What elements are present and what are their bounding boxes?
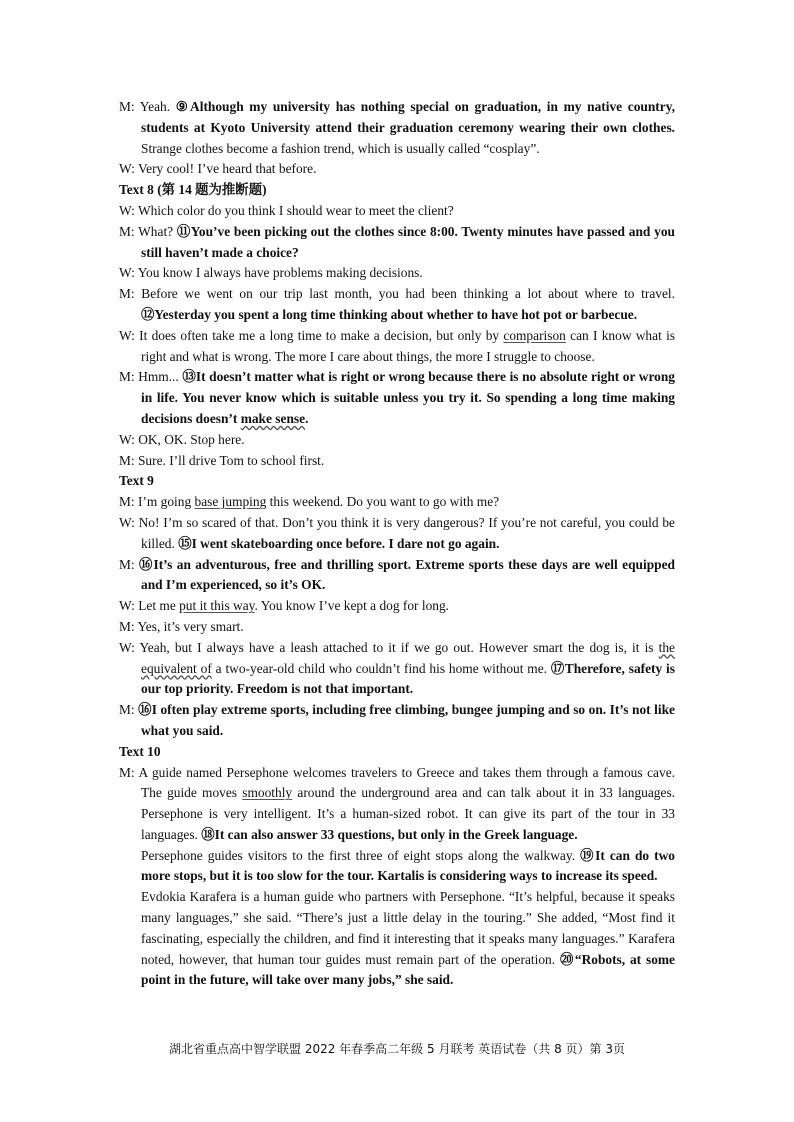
bold-key-sentence: ⑬It doesn’t matter what is right or wrong because there is no absolute right or wrong in life. You never know which is suitable unless you try it. So spending a long time making decisions doesn’t <box>141 369 675 426</box>
text-run: M: Sure. I’ll drive Tom to school first. <box>119 452 325 468</box>
dialogue-line <box>119 201 675 222</box>
wavy-underlined-phrase: make sense <box>240 410 306 426</box>
dialogue-line <box>119 367 675 429</box>
text-run: Strange clothes become a fashion trend, which is usually called “cosplay”. <box>141 140 540 156</box>
bold-key-sentence: ⑪You’ve been picking out the clothes since 8:00. Twenty minutes have passed and you still haven’t made a choice? <box>141 223 675 260</box>
text-run: W: OK, OK. Stop here. <box>119 431 245 447</box>
text-run: M: What? <box>119 223 177 239</box>
text-run: W: Very cool! I’ve heard that before. <box>119 161 317 177</box>
text-run: W: No! I’m so scared of that. Don’t you think it is very dangerous? If you’re not careful, you could be killed. <box>119 514 675 551</box>
text-run: M: Yeah. <box>119 99 176 114</box>
text-run: Persephone guides visitors to the first three of eight stops along the walkway. <box>141 847 581 863</box>
bold-key-sentence: ⑨Although my university has nothing special on graduation, in my native country, students at Kyoto University attend their graduation ceremony wearing their own clothes. <box>141 99 675 135</box>
text-run: M: Hmm... <box>119 369 183 385</box>
transcript-body <box>119 97 675 991</box>
dialogue-line <box>119 263 675 284</box>
text-run: around the underground area and can talk about it in 33 languages. Persephone is very intelligent. It’s a human-sized robot. It can give its part of the tour in 33 languages. <box>141 785 675 842</box>
underlined-phrase: put it this way <box>179 598 255 614</box>
dialogue-line <box>119 638 675 700</box>
underlined-phrase: comparison <box>503 327 566 343</box>
text-run: W: Yeah, but I always have a leash attached to it if we go out. However smart the dog is, it is <box>119 639 659 655</box>
underlined-phrase: base jumping <box>194 494 267 510</box>
section-heading <box>119 180 675 201</box>
dialogue-line <box>119 97 675 159</box>
page-footer: 湖北省重点高中智学联盟 2022 年春季高二年级 5 月联考 英语试卷（共 8 页）第 3页 <box>169 1042 625 1056</box>
paragraph <box>119 887 675 991</box>
dialogue-line <box>119 451 675 472</box>
text-run: W: It does often take me a long time to make a decision, but only by <box>119 327 504 343</box>
paragraph <box>119 846 675 888</box>
bold-key-sentence: ⑫Yesterday you spent a long time thinking about whether to have hot pot or barbecue. <box>141 306 638 322</box>
text-run: M: A guide named Persephone welcomes travelers to Greece and takes them through a famous cave. The guide moves <box>119 764 675 801</box>
text-run: Text 8 (第 14 题为推断题) <box>119 182 267 198</box>
text-run: W: Which color do you think I should wear to meet the client? <box>119 202 454 218</box>
dialogue-line <box>119 222 675 264</box>
dialogue-line <box>119 700 675 742</box>
text-run: can I know what is right and what is wrong. The more I care about things, the more I struggle to choose. <box>141 327 675 364</box>
underlined-phrase: smoothly <box>242 785 293 801</box>
dialogue-line <box>119 326 675 368</box>
section-heading <box>119 471 675 492</box>
bold-key-sentence: ⑳“Robots, at some point in the future, will take over many jobs,” she said. <box>141 951 675 988</box>
text-run: M: <box>119 702 139 718</box>
bold-key-sentence: ⑰Therefore, safety is our top priority. Freedom is not that important. <box>141 660 675 697</box>
text-run: Evdokia Karafera is a human guide who partners with Persephone. “It’s helpful, because it speaks many languages,” she said. “There’s just a little delay in the touring.” She added, “Most find it fascinating, especially the children, and find it interesting that it speaks many languages.” Karafera noted, however, that human tour guides must remain part of the operation. <box>141 889 675 967</box>
bold-key-sentence: ⑱It can also answer 33 questions, but only in the Greek language. <box>201 826 578 842</box>
text-run: W: Let me <box>119 598 180 614</box>
dialogue-line <box>119 617 675 638</box>
text-run: M: <box>119 556 140 572</box>
dialogue-line <box>119 555 675 597</box>
text-run: Text 9 <box>119 473 154 489</box>
text-run: a two-year-old child who couldn’t find his home without me. <box>211 660 551 676</box>
text-run: M: Yes, it’s very smart. <box>119 618 244 634</box>
text-run: this weekend. Do you want to go with me? <box>266 494 500 510</box>
dialogue-line <box>119 492 675 513</box>
text-run: M: I’m going <box>119 494 195 510</box>
bold-key-sentence: ⑮I went skateboarding once before. I dare not go again. <box>178 535 500 551</box>
dialogue-line <box>119 513 675 555</box>
bold-key-sentence: ⑯I often play extreme sports, including free climbing, bungee jumping and so on. It’s not like what you said. <box>138 702 675 738</box>
dialogue-line <box>119 596 675 617</box>
text-run: Text 10 <box>119 743 161 759</box>
dialogue-line <box>119 284 675 326</box>
text-run: . You know I’ve kept a dog for long. <box>254 598 450 614</box>
bold-key-sentence: ⑯It’s an adventurous, free and thrilling sport. Extreme sports these days are well equipped and I’m experienced, so it’s OK. <box>139 556 675 593</box>
section-heading <box>119 742 675 763</box>
bold-key-sentence: ⑲It can do two more stops, but it is too slow for the tour. Kartalis is considering ways to increase its speed. <box>141 847 675 884</box>
text-run: M: Before we went on our trip last month, you had been thinking a lot about where to travel. <box>119 286 675 302</box>
text-run: W: You know I always have problems making decisions. <box>119 265 423 281</box>
dialogue-line <box>119 763 675 846</box>
dialogue-line <box>119 430 675 451</box>
wavy-underlined-phrase: the equivalent of <box>141 639 675 676</box>
dialogue-line <box>119 159 675 180</box>
bold-key-sentence: . <box>305 410 309 426</box>
